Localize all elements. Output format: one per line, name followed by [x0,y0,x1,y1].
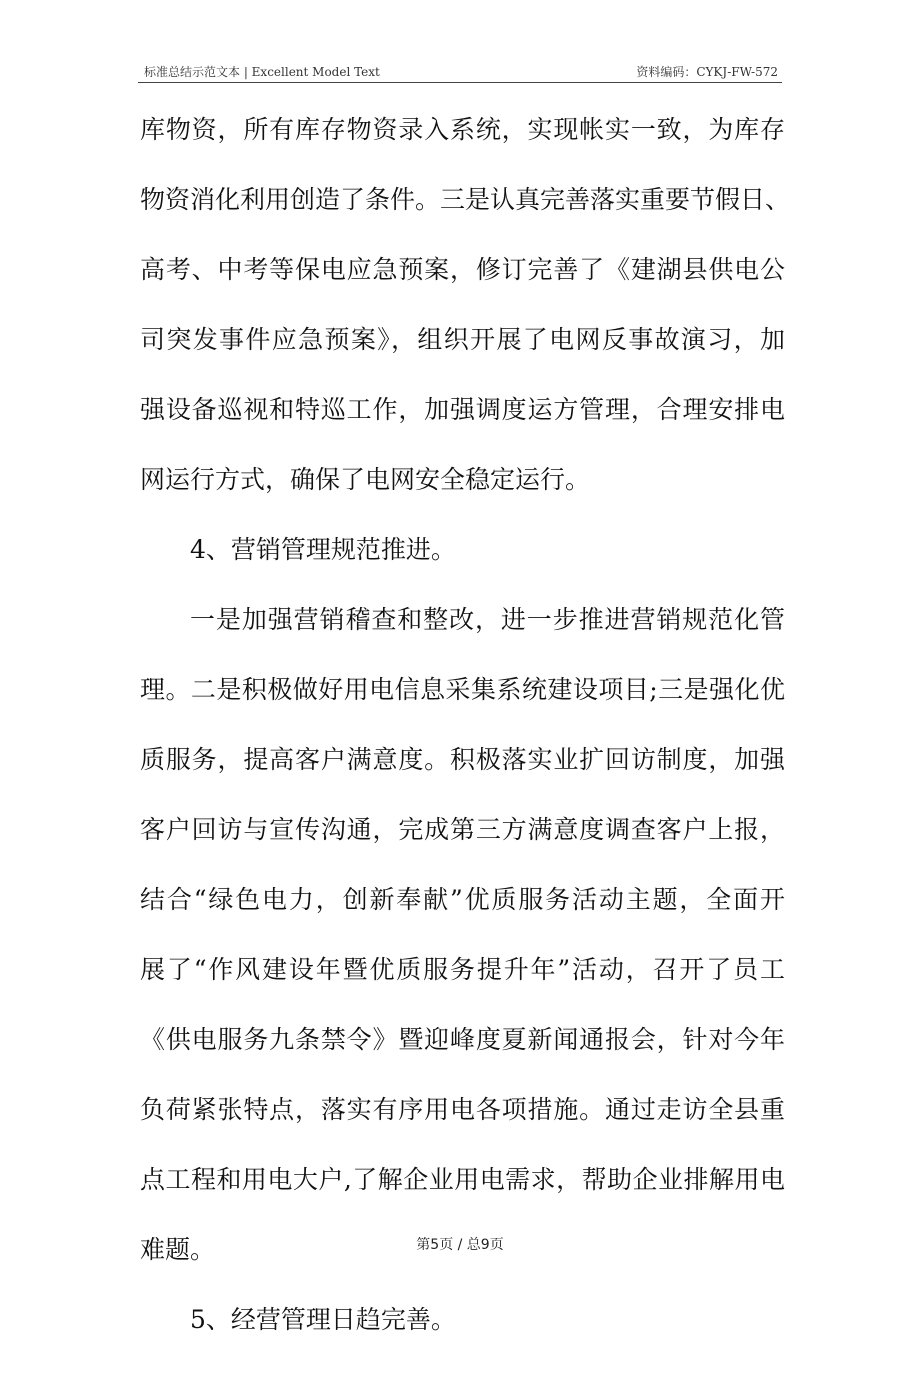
body-line: 理。二是积极做好用电信息采集系统建设项目;三是强化优 [140,675,785,704]
body-line: 质服务，提高客户满意度。积极落实业扩回访制度，加强 [140,745,785,774]
section-heading: 5、经营管理日趋完善。 [190,1305,456,1334]
page-header [138,60,782,83]
body-line: 展了“作风建设年暨优质服务提升年”活动，召开了员工 [140,955,785,984]
section-heading: 4、营销管理规范推进。 [190,535,456,564]
body-line: 结合“绿色电力，创新奉献”优质服务活动主题，全面开 [140,885,785,914]
body-line: 客户回访与宣传沟通，完成第三方满意度调查客户上报， [140,815,785,844]
document-code: 资料编码：CYKJ-FW-572 [636,65,778,79]
body-line: 库物资，所有库存物资录入系统，实现帐实一致，为库存 [140,115,785,144]
body-line: 一是加强营销稽查和整改，进一步推进营销规范化管 [190,605,785,634]
header-title: 标准总结示范文本 | Excellent Model Text [144,65,380,79]
page-number: 第5页 / 总9页 [416,1237,504,1253]
body-line: 负荷紧张特点，落实有序用电各项措施。通过走访全县重 [140,1095,785,1124]
body-line: 高考、中考等保电应急预案，修订完善了《建湖县供电公 [140,255,785,284]
body-line: 司突发事件应急预案》，组织开展了电网反事故演习，加 [140,325,785,354]
body-line: 网运行方式，确保了电网安全稳定运行。 [140,465,591,494]
body-line: 物资消化利用创造了条件。三是认真完善落实重要节假日、 [140,185,791,214]
body-line: 《供电服务九条禁令》暨迎峰度夏新闻通报会，针对今年 [140,1025,785,1054]
body-line: 强设备巡视和特巡工作，加强调度运方管理，合理安排电 [140,395,785,424]
body-line: 难题。 [140,1235,216,1264]
body-line: 点工程和用电大户,了解企业用电需求，帮助企业排解用电 [140,1165,785,1194]
document-body [140,115,791,1375]
